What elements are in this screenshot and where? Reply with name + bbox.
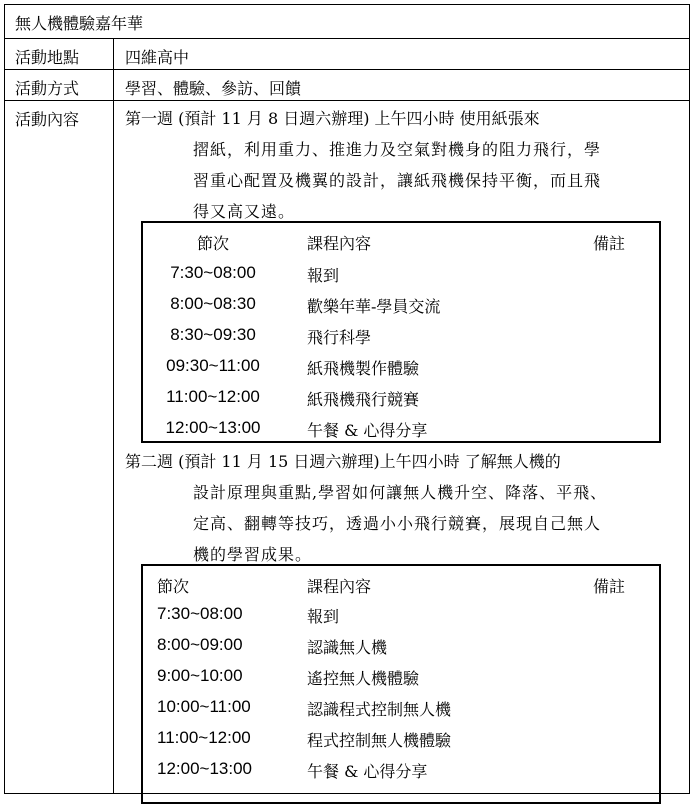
schedule-time: 8:00~08:30 bbox=[170, 294, 256, 313]
schedule-course: 程式控制無人機體驗 bbox=[307, 731, 452, 750]
week2-line: 設計原理與重點,學習如何讓無人機升空、降落、平飛、 bbox=[193, 483, 608, 502]
content-label: 活動內容 bbox=[15, 110, 80, 129]
schedule-course: 午餐 & 心得分享 bbox=[307, 762, 428, 781]
week2-line: 定高、翻轉等技巧，透過小小飛行競賽，展現自己無人 bbox=[193, 514, 602, 533]
week1-schedule-table bbox=[141, 221, 661, 443]
schedule-header bbox=[143, 231, 659, 262]
schedule-course: 紙飛機製作體驗 bbox=[307, 359, 420, 378]
week2-line: 機的學習成果。 bbox=[193, 545, 313, 564]
schedule-row bbox=[143, 325, 659, 356]
schedule-time: 11:00~12:00 bbox=[166, 387, 260, 406]
schedule-course: 午餐 & 心得分享 bbox=[307, 421, 428, 440]
column-divider bbox=[113, 39, 114, 793]
week2-description bbox=[125, 446, 681, 570]
schedule-row bbox=[143, 697, 659, 728]
header-time: 節次 bbox=[196, 234, 229, 253]
schedule-row bbox=[143, 666, 659, 697]
week1-line: 習重心配置及機翼的設計，讓紙飛機保持平衡，而且飛 bbox=[193, 171, 602, 190]
location-value: 四維高中 bbox=[125, 48, 190, 67]
method-value: 學習、體驗、參訪、回饋 bbox=[125, 79, 302, 98]
week1-line: 得又高又遠。 bbox=[193, 202, 296, 221]
schedule-time: 12:00~13:00 bbox=[165, 418, 261, 437]
schedule-course: 歡樂年華-學員交流 bbox=[307, 297, 441, 316]
schedule-row bbox=[143, 635, 659, 666]
schedule-row bbox=[143, 356, 659, 387]
schedule-course: 報到 bbox=[307, 607, 340, 626]
header-time: 節次 bbox=[157, 577, 190, 596]
method-label: 活動方式 bbox=[15, 79, 80, 98]
week2-schedule-table bbox=[141, 564, 661, 804]
schedule-course: 飛行科學 bbox=[307, 328, 372, 347]
schedule-time: 8:30~09:30 bbox=[170, 325, 256, 344]
week1-line: 第一週 (預計 11 月 8 日週六辦理) 上午四小時 使用紙張來 bbox=[125, 109, 540, 128]
title-row bbox=[5, 5, 689, 39]
schedule-time: 7:30~08:00 bbox=[170, 263, 256, 282]
method-row bbox=[5, 70, 689, 101]
schedule-time: 10:00~11:00 bbox=[157, 697, 251, 716]
header-course: 課程內容 bbox=[307, 577, 372, 596]
schedule-course: 報到 bbox=[307, 266, 340, 285]
schedule-time: 7:30~08:00 bbox=[157, 604, 243, 623]
schedule-time: 12:00~13:00 bbox=[157, 759, 253, 778]
location-row bbox=[5, 39, 689, 70]
page-title: 無人機體驗嘉年華 bbox=[15, 14, 144, 33]
schedule-row bbox=[143, 294, 659, 325]
schedule-row bbox=[143, 604, 659, 635]
schedule-row bbox=[143, 387, 659, 418]
schedule-course: 紙飛機飛行競賽 bbox=[307, 390, 420, 409]
week1-description bbox=[125, 103, 681, 227]
schedule-row bbox=[143, 759, 659, 790]
schedule-header bbox=[143, 574, 659, 605]
activity-table bbox=[4, 4, 690, 794]
schedule-row bbox=[143, 418, 659, 449]
schedule-course: 遙控無人機體驗 bbox=[307, 669, 420, 688]
header-note: 備註 bbox=[593, 234, 626, 253]
schedule-time: 11:00~12:00 bbox=[157, 728, 251, 747]
header-note: 備註 bbox=[593, 577, 626, 596]
location-label: 活動地點 bbox=[15, 48, 80, 67]
header-course: 課程內容 bbox=[307, 234, 372, 253]
week2-line: 第二週 (預計 11 月 15 日週六辦理)上午四小時 了解無人機的 bbox=[125, 452, 561, 471]
week1-line: 摺紙，利用重力、推進力及空氣對機身的阻力飛行，學 bbox=[193, 140, 602, 159]
schedule-time: 09:30~11:00 bbox=[166, 356, 260, 375]
schedule-course: 認識程式控制無人機 bbox=[307, 700, 452, 719]
schedule-time: 9:00~10:00 bbox=[157, 666, 243, 685]
schedule-row bbox=[143, 263, 659, 294]
schedule-time: 8:00~09:00 bbox=[157, 635, 243, 654]
schedule-course: 認識無人機 bbox=[307, 638, 388, 657]
schedule-row bbox=[143, 728, 659, 759]
